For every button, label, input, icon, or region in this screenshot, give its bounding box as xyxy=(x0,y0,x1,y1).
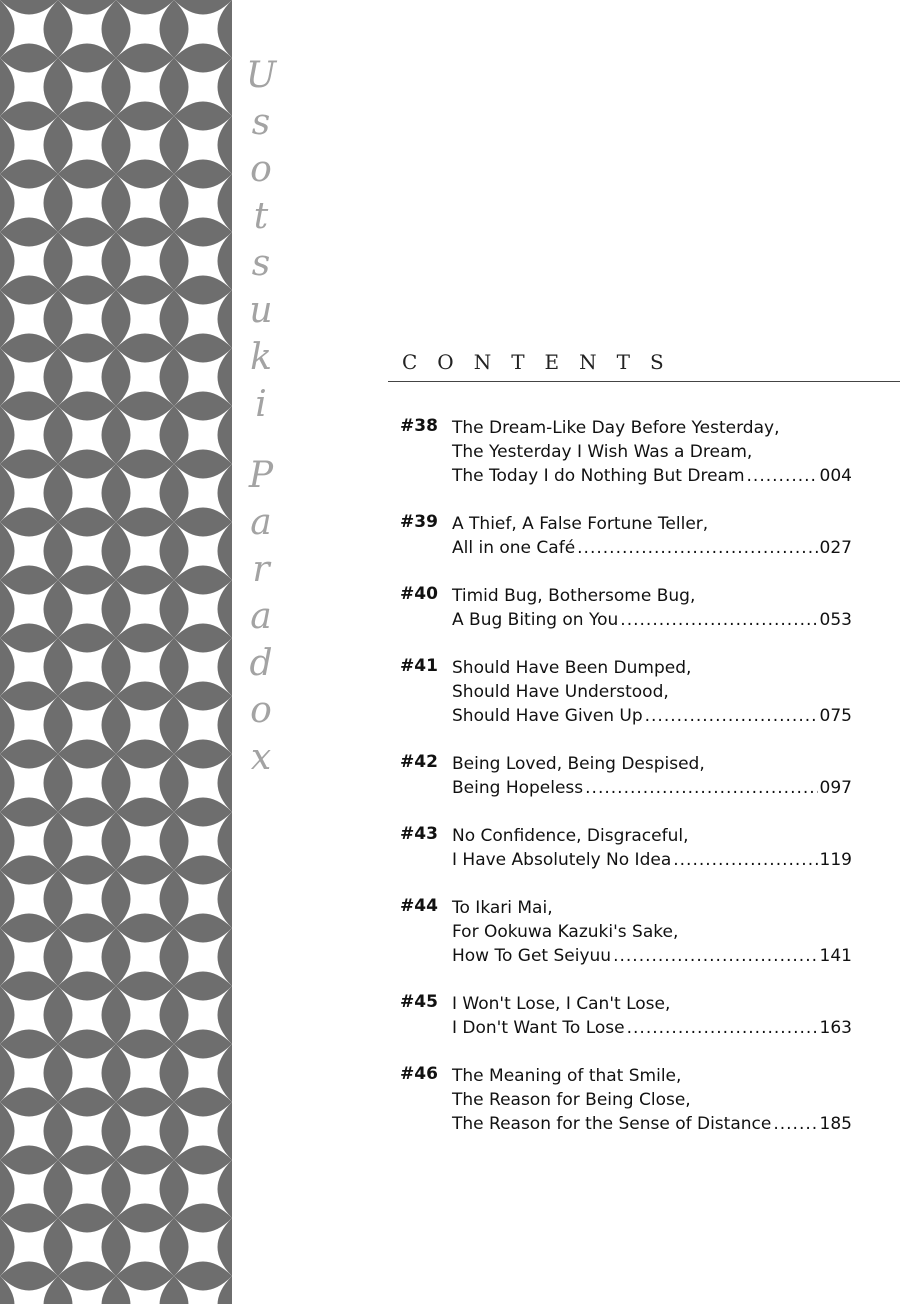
chapter-title-line: No Confidence, Disgraceful, xyxy=(452,826,689,846)
dot-leader xyxy=(620,608,817,632)
chapter-title xyxy=(452,512,870,560)
title-letter: r xyxy=(252,549,270,590)
chapter-title-last-line xyxy=(452,608,852,632)
title-letter: x xyxy=(250,737,272,778)
chapter-title-line: A Thief, A False Fortune Teller, xyxy=(452,514,709,534)
toc-entry xyxy=(400,584,870,632)
chapter-title xyxy=(452,752,870,800)
chapter-title-last-line xyxy=(452,944,852,968)
chapter-title-last-line xyxy=(452,1112,852,1136)
chapter-title-line: Being Loved, Being Despised, xyxy=(452,754,705,774)
page-number: 185 xyxy=(819,1114,852,1134)
chapter-title-line: All in one Café xyxy=(452,538,576,558)
chapter-title-last-line xyxy=(452,776,852,800)
title-letter: t xyxy=(253,196,269,237)
title-letter: k xyxy=(250,337,272,378)
dot-leader xyxy=(645,704,818,728)
chapter-number: #43 xyxy=(400,824,438,844)
page-number: 163 xyxy=(819,1018,852,1038)
chapter-title-line: I Don't Want To Lose xyxy=(452,1018,625,1038)
chapter-title xyxy=(452,896,870,968)
chapter-title xyxy=(452,824,870,872)
vertical-book-title xyxy=(232,55,290,818)
dot-leader xyxy=(747,464,818,488)
title-letter: P xyxy=(248,455,274,496)
title-letter: o xyxy=(250,149,272,190)
page-number: 075 xyxy=(819,706,852,726)
toc-entry xyxy=(400,1064,870,1136)
toc-entry xyxy=(400,752,870,800)
toc-entry xyxy=(400,512,870,560)
chapter-title xyxy=(452,656,870,728)
chapter-title-line: The Today I do Nothing But Dream xyxy=(452,466,745,486)
chapter-title-line: Should Have Been Dumped, xyxy=(452,658,692,678)
chapter-title-line: The Yesterday I Wish Was a Dream, xyxy=(452,442,753,462)
chapter-number: #44 xyxy=(400,896,438,916)
chapter-title-line: Timid Bug, Bothersome Bug, xyxy=(452,586,696,606)
chapter-title-line: I Have Absolutely No Idea xyxy=(452,850,672,870)
chapter-title-line: The Dream-Like Day Before Yesterday, xyxy=(452,418,780,438)
chapter-number: #40 xyxy=(400,584,438,604)
chapter-title-line: A Bug Biting on You xyxy=(452,610,619,630)
chapter-title-line: For Ookuwa Kazuki's Sake, xyxy=(452,922,679,942)
toc-entry xyxy=(400,992,870,1040)
title-letter: u xyxy=(249,290,273,331)
chapter-title-last-line xyxy=(452,464,852,488)
title-letter: o xyxy=(250,690,272,731)
chapter-number: #45 xyxy=(400,992,438,1012)
page-number: 141 xyxy=(819,946,852,966)
chapter-title-line: The Reason for Being Close, xyxy=(452,1090,691,1110)
dot-leader xyxy=(627,1016,818,1040)
chapter-title-line: Should Have Given Up xyxy=(452,706,643,726)
chapter-number: #39 xyxy=(400,512,438,532)
chapter-title-line: The Reason for the Sense of Distance xyxy=(452,1114,772,1134)
title-letter: a xyxy=(250,502,272,543)
toc-entry xyxy=(400,896,870,968)
title-letter: s xyxy=(251,243,271,284)
chapter-title-line: How To Get Seiyuu xyxy=(452,946,612,966)
chapter-number: #41 xyxy=(400,656,438,676)
toc-entry xyxy=(400,824,870,872)
chapter-number: #46 xyxy=(400,1064,438,1084)
title-letter: d xyxy=(249,643,273,684)
heading-divider xyxy=(388,381,900,382)
chapter-number: #42 xyxy=(400,752,438,772)
chapter-title xyxy=(452,1064,870,1136)
toc-entry xyxy=(400,416,870,488)
dot-leader xyxy=(585,776,817,800)
dot-leader xyxy=(577,536,817,560)
dot-leader xyxy=(613,944,817,968)
chapter-title-last-line xyxy=(452,704,852,728)
dot-leader xyxy=(673,848,817,872)
contents-heading: CONTENTS xyxy=(402,350,684,374)
title-letter: U xyxy=(245,55,277,96)
quatrefoil-pattern xyxy=(0,0,232,1304)
title-letter: i xyxy=(255,384,267,425)
chapter-title xyxy=(452,416,870,488)
toc-entry xyxy=(400,656,870,728)
page-number: 004 xyxy=(819,466,852,486)
dot-leader xyxy=(773,1112,817,1136)
chapter-title-line: I Won't Lose, I Can't Lose, xyxy=(452,994,671,1014)
chapter-title-last-line xyxy=(452,848,852,872)
title-letter: s xyxy=(251,102,271,143)
chapter-title xyxy=(452,992,870,1040)
table-of-contents xyxy=(400,416,870,1160)
page-number: 027 xyxy=(819,538,852,558)
page-number: 097 xyxy=(819,778,852,798)
chapter-title xyxy=(452,584,870,632)
chapter-title-last-line xyxy=(452,536,852,560)
title-letter: a xyxy=(250,596,272,637)
chapter-title-line: To Ikari Mai, xyxy=(452,898,553,918)
page-number: 053 xyxy=(819,610,852,630)
chapter-title-last-line xyxy=(452,1016,852,1040)
chapter-title-line: The Meaning of that Smile, xyxy=(452,1066,682,1086)
decorative-pattern-strip xyxy=(0,0,232,1304)
chapter-number: #38 xyxy=(400,416,438,436)
chapter-title-line: Being Hopeless xyxy=(452,778,584,798)
chapter-title-line: Should Have Understood, xyxy=(452,682,669,702)
page-number: 119 xyxy=(819,850,852,870)
